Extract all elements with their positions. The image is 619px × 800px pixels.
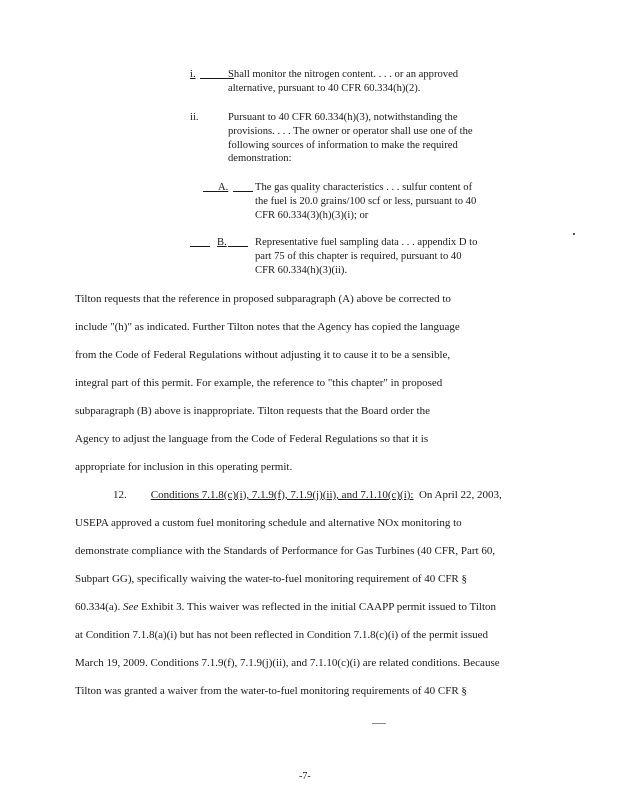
list-item-text: demonstration: (228, 153, 292, 165)
scan-speck (573, 233, 575, 235)
paragraph-12-first-line (113, 489, 502, 501)
list-item-text: Pursuant to 40 CFR 60.334(h)(3), notwithstanding the (228, 112, 458, 123)
list-item-number: i. (190, 69, 196, 80)
list-item-text: Shall monitor the nitrogen content. . . . or an approved (228, 69, 459, 80)
body-text-line: 60.334(a). See Exhibit 3. This waiver was reflected in the initial CAAPP permit issued to Tilton (75, 601, 497, 613)
body-text-line: USEPA approved a custom fuel monitoring schedule and alternative NOx monitoring to (75, 517, 462, 529)
page-number: -7- (299, 771, 311, 782)
body-text-line: subparagraph (B) above is inappropriate. Tilton requests that the Board order the (75, 405, 430, 417)
body-text-line: Tilton requests that the reference in proposed subparagraph (A) above be corrected to (75, 293, 451, 305)
body-text-line: integral part of this permit. For example, the reference to "this chapter" in proposed (75, 377, 443, 389)
list-item-text: part 75 of this chapter is required, pursuant to 40 (255, 250, 462, 262)
underline-blank (228, 236, 248, 247)
scan-speck (372, 723, 386, 724)
list-item-text: CFR 60.334(3)(h)(3)(i); or (255, 209, 369, 221)
underline-blank (233, 181, 253, 192)
body-text-line: appropriate for inclusion in this operating permit. (75, 461, 293, 473)
body-text-line: Tilton was granted a waiver from the water-to-fuel monitoring requirements of 40 CFR § (75, 685, 467, 697)
body-text-line: Agency to adjust the language from the Code of Federal Regulations so that it is (75, 433, 429, 445)
list-item-text: CFR 60.334(h)(3)(ii). (255, 264, 348, 276)
list-item-text: The gas quality characteristics . . . sulfur content of (255, 182, 473, 193)
body-text: On April 22, 2003, (418, 489, 502, 501)
body-text-line: March 19, 2009. Conditions 7.1.9(f), 7.1.9(j)(ii), and 7.1.10(c)(i) are related conditions. Because (75, 657, 500, 669)
list-item-number: ii. (190, 112, 199, 123)
list-item-text: following sources of information to make the required (228, 139, 458, 151)
list-item-number: B. (217, 237, 227, 248)
list-item-text: alternative, pursuant to 40 CFR 60.334(h)(2). (228, 82, 421, 94)
list-item-text: the fuel is 20.0 grains/100 scf or less, pursuant to 40 (255, 195, 477, 207)
body-text-line: from the Code of Federal Regulations without adjusting it to cause it to be a sensible, (75, 349, 451, 361)
body-text-line: Subpart GG), specifically waiving the water-to-fuel monitoring requirement of 40 CFR § (75, 573, 468, 585)
list-item-text: provisions. . . . The owner or operator shall use one of the (228, 125, 473, 137)
list-item-number: A. (218, 182, 229, 193)
paragraph-number: 12. (113, 489, 127, 501)
body-text-line: demonstrate compliance with the Standards of Performance for Gas Turbines (40 CFR, Part 60, (75, 545, 496, 557)
paragraph-heading: Conditions 7.1.8(c)(i), 7.1.9(f), 7.1.9(j)(ii), and 7.1.10(c)(i): (150, 489, 414, 501)
underline-blank (190, 236, 210, 247)
body-text-line: at Condition 7.1.8(a)(i) but has not been reflected in Condition 7.1.8(c)(i) of the permit issued (75, 629, 489, 641)
body-text-line: include "(h)" as indicated. Further Tilton notes that the Agency has copied the language (75, 321, 460, 333)
list-item-text: Representative fuel sampling data . . . appendix D to (255, 237, 478, 248)
